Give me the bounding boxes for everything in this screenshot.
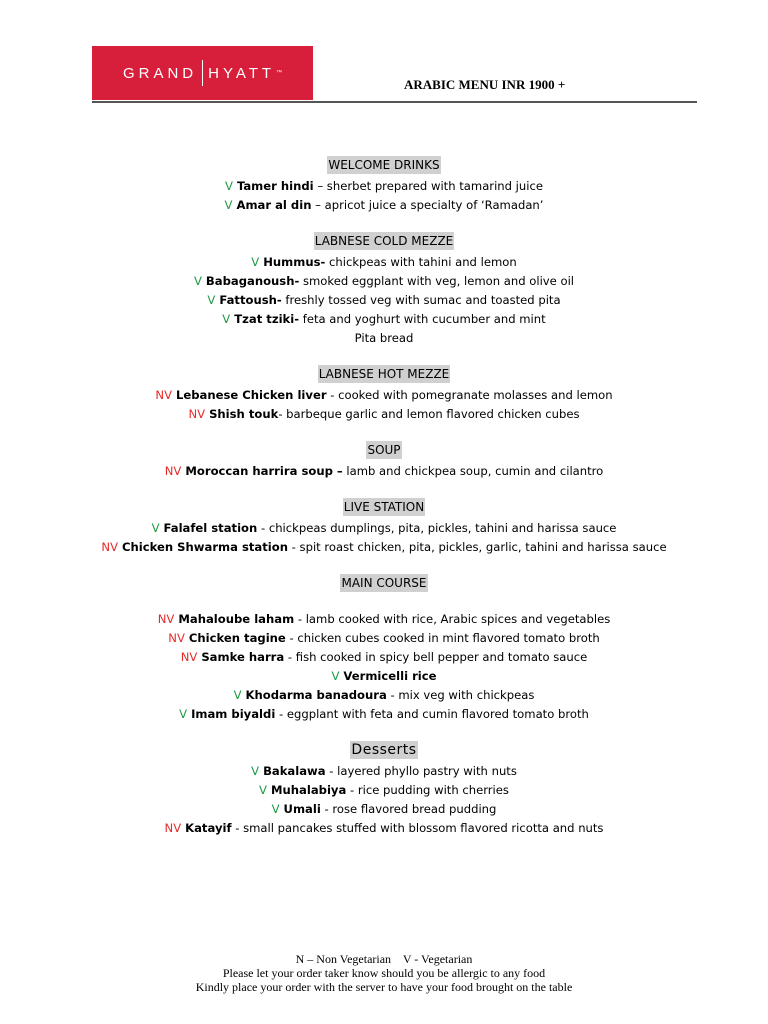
menu-section [20,741,748,838]
menu-item [20,291,748,310]
logo-word-hyatt: HYATT [208,64,276,82]
dish-description: – apricot juice a specialty of ‘Ramadan’ [311,198,544,212]
section-heading: SOUP [367,443,401,457]
dish-name: Vermicelli rice [343,669,437,683]
non-veg-tag: NV [168,631,185,645]
non-veg-tag: NV [164,821,182,835]
menu-item [20,686,748,705]
logo-word-grand: GRAND [122,64,198,82]
veg-tag: V [259,783,267,797]
dish-description: - layered phyllo pastry with nuts [325,764,517,778]
menu-item [20,310,748,329]
section-heading: WELCOME DRINKS [328,158,440,172]
dish-name: Moroccan harrira soup – [185,464,343,478]
section-heading: LABNESE HOT MEZZE [318,367,450,381]
section-heading: Desserts [351,742,417,758]
non-veg-tag: NV [101,540,119,554]
footer-allergy-note: Please let your order taker know should you be allergic to any food [222,966,546,980]
dish-name: Chicken tagine [188,631,286,645]
veg-tag: V [271,802,280,816]
veg-tag: V [225,179,233,193]
menu-item [20,667,748,686]
dish-description: smoked eggplant with veg, lemon and olive oil [299,274,575,288]
veg-tag: V [207,293,216,307]
dish-description: - rose flavored bread pudding [320,802,497,816]
menu-item [20,405,748,424]
non-veg-tag: NV [157,612,175,626]
menu-item [20,462,748,481]
logo-trademark: ™ [276,70,283,76]
veg-tag: V [224,198,233,212]
dish-name: Katayif [185,821,232,835]
veg-tag: V [331,669,340,683]
veg-tag: V [179,707,188,721]
menu-item [20,781,748,800]
dish-description: freshly tossed veg with sumac and toasted pita [281,293,561,307]
menu-item [20,538,748,557]
non-veg-tag: NV [164,464,182,478]
dish-description: - mix veg with chickpeas [386,688,535,702]
section-heading: LIVE STATION [343,500,425,514]
menu-item [20,329,748,348]
dish-name: Imam biyaldi [191,707,276,721]
menu-item [20,648,748,667]
dish-name: Falafel station [163,521,258,535]
dish-name: Muhalabiya [270,783,347,797]
header-divider [92,101,697,103]
dish-description: - chickpeas dumplings, pita, pickles, tahini and harissa sauce [257,521,617,535]
menu-section [20,574,748,724]
dish-description: - barbeque garlic and lemon flavored chicken cubes [278,407,580,421]
menu-item [20,819,748,838]
menu-item [20,610,748,629]
veg-tag: V [251,764,260,778]
menu-item [20,705,748,724]
footer-legend: N – Non Vegetarian V - Vegetarian [295,952,473,966]
section-heading: MAIN COURSE [341,576,427,590]
footer [20,952,748,994]
menu-section [20,365,748,424]
dish-name: Fattoush- [219,293,282,307]
dish-description: - small pancakes stuffed with blossom flavored ricotta and nuts [231,821,604,835]
menu-title: ARABIC MENU INR 1900 + [404,77,566,92]
dish-description: - eggplant with feta and cumin flavored tomato broth [275,707,589,721]
dish-description: - cooked with pomegranate molasses and lemon [326,388,613,402]
footer-order-note: Kindly place your order with the server to have your food brought on the table [195,980,573,994]
dish-name: Lebanese Chicken liver [176,388,327,402]
dish-name: Samke harra [201,650,285,664]
menu-section [20,156,748,215]
dish-name: Khodarma banadoura [245,688,387,702]
dish-description: Pita bread [354,331,414,345]
dish-name: Mahaloube laham [178,612,295,626]
menu-section [20,441,748,481]
dish-description: - spit roast chicken, pita, pickles, garlic, tahini and harissa sauce [287,540,667,554]
non-veg-tag: NV [180,650,198,664]
dish-description: lamb and chickpea soup, cumin and cilantro [342,464,604,478]
non-veg-tag: NV [188,407,206,421]
menu-item [20,519,748,538]
dish-name: Tamer hindi [236,179,314,193]
veg-tag: V [222,312,231,326]
dish-name: Tzat tziki- [234,312,300,326]
dish-description: – sherbet prepared with tamarind juice [313,179,543,193]
menu-section [20,232,748,348]
dish-name: Amar al din [236,198,312,212]
dish-description: - rice pudding with cherries [346,783,509,797]
dish-name: Bakalawa [263,764,326,778]
menu-item [20,762,748,781]
grand-hyatt-logo [92,46,313,100]
menu-item [20,800,748,819]
menu-item [20,177,748,196]
logo-divider [202,60,203,86]
menu-item [20,272,748,291]
dish-description: chickpeas with tahini and lemon [325,255,517,269]
dish-name: Chicken Shwarma station [122,540,288,554]
section-spacer [20,595,748,610]
section-heading: LABNESE COLD MEZZE [314,234,454,248]
menu-item [20,629,748,648]
dish-name: Shish touk [209,407,279,421]
menu-content [20,156,748,855]
veg-tag: V [233,688,242,702]
non-veg-tag: NV [155,388,172,402]
dish-description: - lamb cooked with rice, Arabic spices and vegetables [294,612,611,626]
dish-description: - fish cooked in spicy bell pepper and tomato sauce [284,650,588,664]
menu-item [20,253,748,272]
dish-description: feta and yoghurt with cucumber and mint [299,312,546,326]
veg-tag: V [251,255,260,269]
veg-tag: V [193,274,202,288]
menu-section [20,498,748,557]
menu-item [20,196,748,215]
dish-name: Hummus- [263,255,326,269]
dish-name: Babaganoush- [205,274,300,288]
dish-description: - chicken cubes cooked in mint flavored tomato broth [285,631,600,645]
menu-item [20,386,748,405]
dish-name: Umali [283,802,321,816]
veg-tag: V [151,521,160,535]
